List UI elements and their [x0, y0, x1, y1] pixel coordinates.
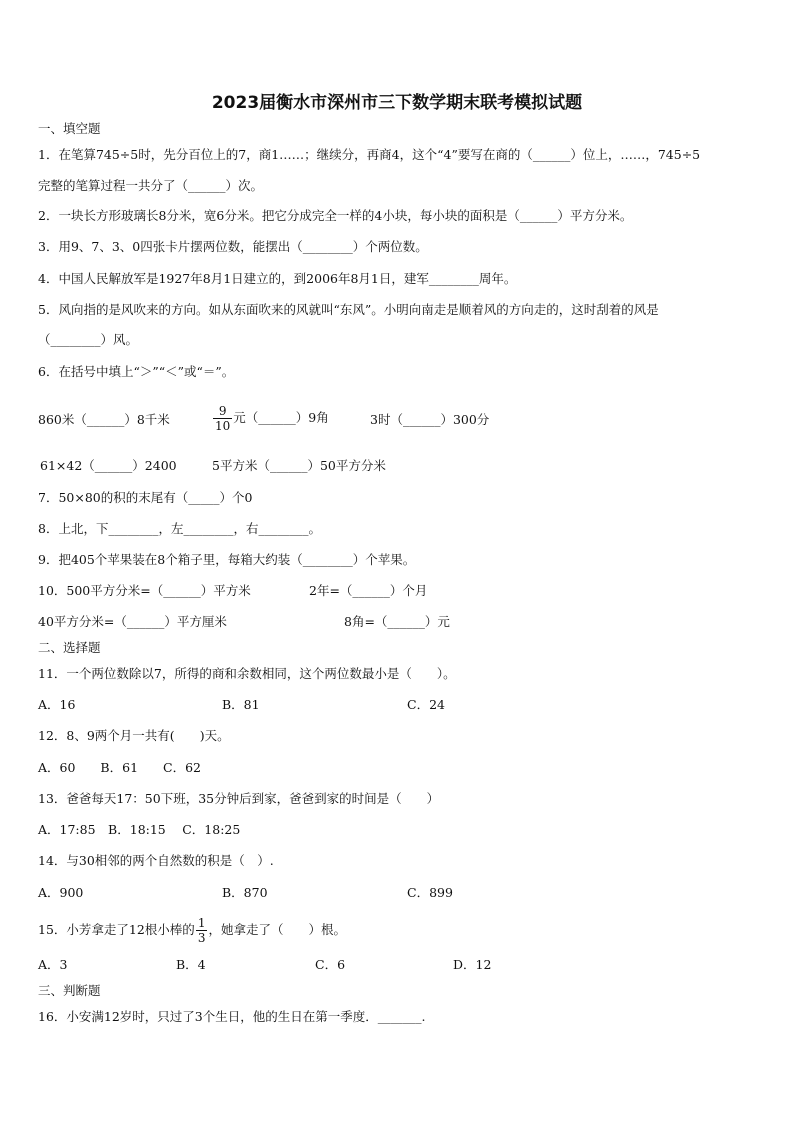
question-5-line-2: （________）风。	[38, 332, 139, 347]
option-c: C．6	[315, 957, 346, 972]
question-14-options	[38, 885, 758, 903]
question-6-row-1	[38, 404, 758, 440]
question-11-stem: 11．一个两位数除以7，所得的商和余数相同，这个两位数最小是（ ）。	[38, 666, 456, 681]
section-fill-blank: 一、填空题	[38, 121, 101, 136]
option-d: D．12	[453, 957, 492, 972]
question-15-stem-b: ，她拿走了（ ）根。	[208, 922, 346, 937]
question-1-line-1: 1．在笔算745÷5时，先分百位上的7，商1……；继续分，再商4，这个“4”要写在商的（______）位上，……，745÷5	[38, 147, 701, 162]
question-10-item-c: 40平方分米=（______）平方厘米	[38, 614, 227, 629]
question-10-row-2	[38, 614, 758, 632]
question-10-row-1	[38, 583, 758, 601]
question-6-item-b-text: 元（______）9角	[233, 410, 329, 425]
question-10-item-b: 2年=（______）个月	[309, 583, 428, 598]
question-10-item-d: 8角=（______）元	[344, 614, 450, 629]
fraction-denominator: 10	[215, 419, 231, 433]
fraction-denominator: 3	[197, 931, 206, 945]
option-a: A．16	[38, 697, 76, 712]
question-16: 16．小安满12岁时，只过了3个生日，他的生日在第一季度．_______.	[38, 1009, 426, 1024]
question-15-stem	[38, 912, 346, 948]
question-6-item-a: 860米（______）8千米	[38, 412, 170, 427]
section-true-false: 三、判断题	[38, 983, 101, 998]
question-10-item-a: 10．500平方分米=（______）平方米	[38, 583, 251, 598]
question-3: 3．用9、7、3、0四张卡片摆两位数，能摆出（________）个两位数。	[38, 239, 428, 254]
option-a: A．900	[38, 885, 84, 900]
question-6-item-e: 5平方米（______）50平方分米	[212, 458, 386, 473]
question-7: 7．50×80的积的末尾有（_____）个0	[38, 490, 253, 505]
question-9: 9．把405个苹果装在8个箱子里，每箱大约装（________）个苹果。	[38, 552, 416, 567]
option-c: C．899	[407, 885, 453, 900]
question-12-options: A．60 B．61 C．62	[38, 760, 201, 775]
section-multiple-choice: 二、选择题	[38, 640, 101, 655]
option-b: B．81	[222, 697, 260, 712]
question-12-stem: 12．8、9两个月一共有( )天。	[38, 728, 230, 743]
question-15-options	[38, 957, 758, 975]
fraction-one-third	[196, 916, 208, 945]
question-6-row-2	[38, 458, 758, 476]
question-4: 4．中国人民解放军是1927年8月1日建立的，到2006年8月1日，建军________周年。	[38, 271, 517, 286]
question-5-line-1: 5．风向指的是风吹来的方向。如从东面吹来的风就叫“东风”。小明向南走是顺着风的方向走的，这时刮着的风是	[38, 302, 659, 317]
fraction-numerator: 1	[197, 916, 206, 930]
question-6-item-b	[212, 404, 329, 433]
option-b: B．4	[176, 957, 206, 972]
question-13-options: A．17:85 B．18:15 C．18:25	[38, 822, 241, 837]
question-6-item-c: 3时（______）300分	[370, 412, 490, 427]
option-b: B．870	[222, 885, 268, 900]
question-1-line-2: 完整的笔算过程一共分了（______）次。	[38, 178, 264, 193]
fraction-nine-tenths	[213, 404, 232, 433]
question-8: 8．上北，下________，左________，右________。	[38, 521, 321, 536]
question-15-stem-a: 15．小芳拿走了12根小棒的	[38, 922, 195, 937]
fraction-numerator: 9	[213, 404, 232, 419]
question-13-stem: 13．爸爸每天17：50下班，35分钟后到家，爸爸到家的时间是（ ）	[38, 791, 440, 806]
question-2: 2．一块长方形玻璃长8分米，宽6分米。把它分成完全一样的4小块，每小块的面积是（______）平方分米。	[38, 208, 633, 223]
question-11-options	[38, 697, 758, 715]
question-6-stem: 6．在括号中填上“＞”“＜”或“＝”。	[38, 364, 235, 379]
option-c: C．24	[407, 697, 445, 712]
question-14-stem: 14．与30相邻的两个自然数的积是（ ）.	[38, 853, 274, 868]
question-6-item-d: 61×42（______）2400	[40, 458, 177, 473]
option-a: A．3	[38, 957, 68, 972]
page-title: 2023届衡水市深州市三下数学期末联考模拟试题	[211, 93, 583, 113]
